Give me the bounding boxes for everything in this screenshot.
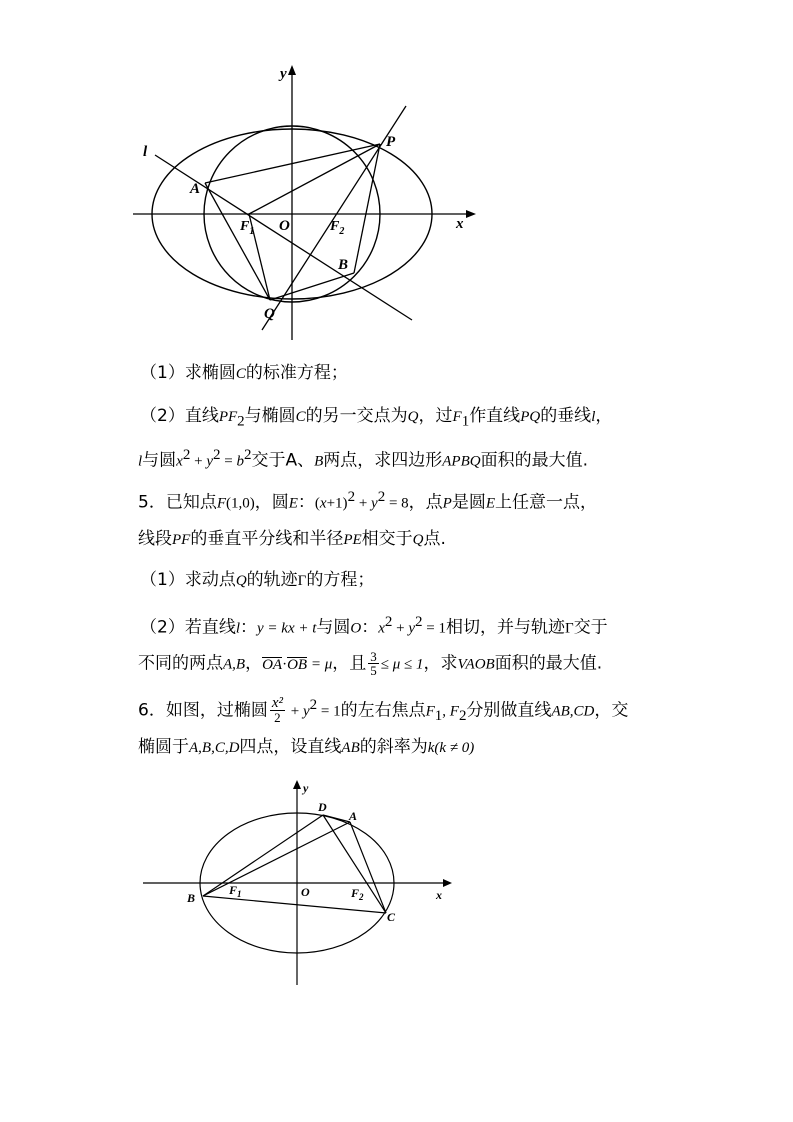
problem-6-text: 6．如图，过椭圆 $\frac{\text{x²}}{2}$ + $y^2 = 1$的左右焦点$F_1$, $F_2$分别做直线AB,CD，交 [138, 695, 629, 726]
label-c: C [387, 910, 396, 924]
label-f2: $F_2$ [351, 886, 364, 902]
label-d: D [318, 800, 327, 814]
label-p: P [386, 134, 396, 150]
label-f2: $F_2$ [330, 219, 345, 237]
seg-ba [203, 822, 350, 896]
figure-ellipse-circle [130, 60, 490, 350]
x-axis-arrow [443, 879, 452, 887]
label-o: O [301, 885, 310, 899]
fraction-3-5: $\frac{3}{5}$ [370, 649, 377, 678]
label-b: B [187, 891, 196, 905]
label-q: Q [264, 306, 275, 322]
p5-q1-text: （1）求动点Q的轨迹Γ的方程； [140, 570, 375, 590]
seg-pb [354, 144, 380, 273]
label-f1: $F_1$ [229, 883, 242, 899]
label-y: y [303, 781, 309, 795]
p5-q2-text: （2）若直线l：y = kx + t与圆O：$x^2 + y^2 = 1$相切，并与轨迹Γ交于 [140, 614, 608, 638]
problem-5-text: 5．已知点F(1,0)，圆E：$(x+1)^2 + y^2 = 8$，点P是圆E上任意一点， [138, 489, 598, 513]
label-a: A [349, 809, 358, 823]
q2-text-cont: l与圆$x^2 + y^2 = b^2$交于A、B两点，求四边形APBQ面积的最大值. [138, 447, 588, 471]
label-o: O [279, 218, 290, 234]
label-b: B [338, 257, 349, 273]
seg-pf1 [249, 144, 380, 214]
y-axis-arrow [293, 780, 301, 789]
label-x: x [436, 888, 442, 902]
label-a: A [190, 181, 201, 197]
problem-5-text-cont: 线段PF的垂直平分线和半径PE相交于Q点. [138, 529, 446, 549]
x-axis-arrow [466, 210, 476, 218]
seg-bd [203, 815, 323, 896]
fraction-x2-2: $\frac{\text{x²}}{2}$ [271, 695, 283, 726]
label-x: x [456, 216, 464, 232]
q2-text: （2）直线$PF_2$与椭圆C的另一交点为Q，过$F_1$作直线PQ的垂线l， [140, 406, 613, 430]
label-f1: $F_1$ [240, 219, 255, 237]
y-axis-arrow [288, 65, 296, 75]
label-l: l [143, 144, 148, 160]
label-y: y [280, 66, 287, 82]
q1-text: （1）求椭圆C的标准方程； [140, 363, 348, 383]
p5-q2-text-cont: 不同的两点A,B，OA·OB = μ，且 $\frac{3}{5}$ ≤ μ ≤ 1，求VAOB面积的最大值. [138, 649, 603, 678]
problem-6-text-cont: 椭圆于A,B,C,D四点，设直线AB的斜率为k(k ≠ 0) [138, 737, 475, 757]
figure-ellipse-four-points [140, 775, 460, 990]
